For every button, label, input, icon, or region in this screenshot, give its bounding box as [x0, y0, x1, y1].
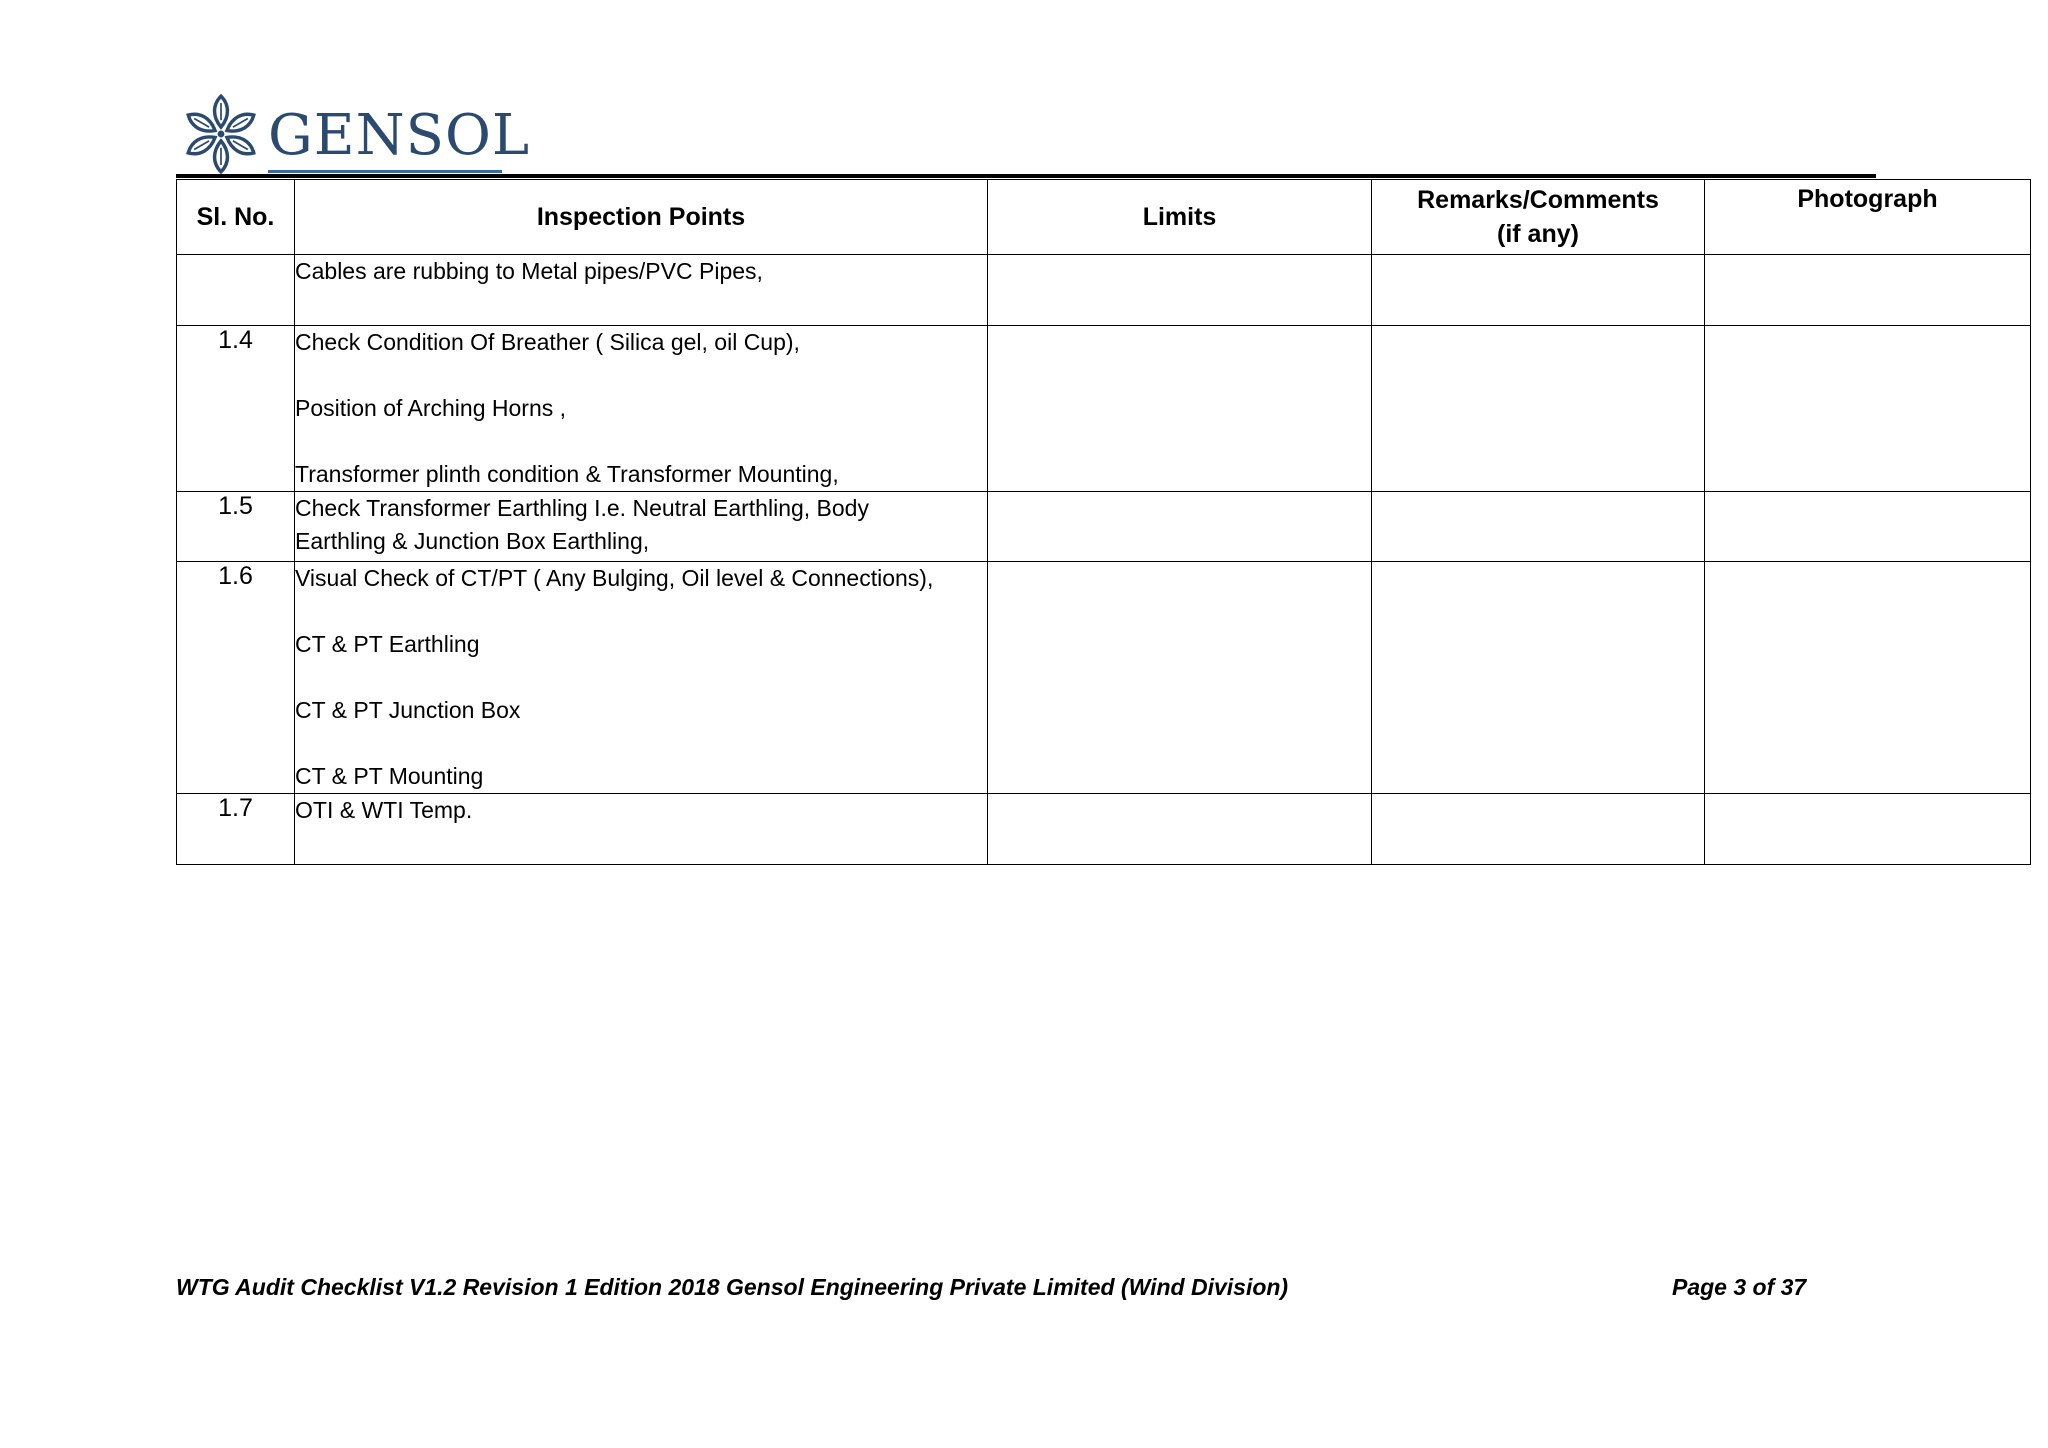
remarks-cell[interactable] [1372, 326, 1705, 492]
photograph-cell[interactable] [1705, 492, 2031, 562]
limits-cell[interactable] [988, 492, 1372, 562]
remarks-cell[interactable] [1372, 492, 1705, 562]
sl-no-cell: 1.5 [177, 492, 295, 562]
inspection-point: CT & PT Mounting [295, 763, 484, 789]
inspection-point: Position of Arching Horns , [295, 395, 567, 421]
inspection-points-cell [295, 326, 988, 492]
inspection-point: Check Condition Of Breather ( Silica gel, oil Cup), [295, 329, 800, 355]
footer-page-number: Page 3 of 37 [1672, 1274, 1807, 1300]
table-row [177, 326, 2031, 492]
column-header-remarks [1372, 180, 1705, 255]
inspection-point: Check Transformer Earthling I.e. Neutral Earthling, Body [295, 495, 869, 521]
column-header-inspection-points: Inspection Points [295, 180, 988, 255]
photograph-cell[interactable] [1705, 562, 2031, 794]
inspection-point: Earthling & Junction Box Earthling, [295, 528, 650, 554]
inspection-table [176, 179, 2031, 865]
limits-cell[interactable] [988, 794, 1372, 865]
sl-no-cell [177, 255, 295, 326]
inspection-points-cell [295, 492, 988, 562]
table-header-row [177, 180, 2031, 255]
logo-text: GENSOL [268, 103, 531, 168]
inspection-point: Transformer plinth condition & Transformer Mounting, [295, 461, 839, 487]
footer-document-title: WTG Audit Checklist V1.2 Revision 1 Edition 2018 Gensol Engineering Private Limited (Wind Division) [176, 1274, 1289, 1300]
inspection-point: OTI & WTI Temp. [295, 797, 473, 823]
table-row [177, 562, 2031, 794]
limits-cell[interactable] [988, 562, 1372, 794]
company-logo [178, 90, 530, 178]
photograph-cell[interactable] [1705, 326, 2031, 492]
inspection-point: CT & PT Junction Box [295, 697, 521, 723]
table-row [177, 492, 2031, 562]
remarks-cell[interactable] [1372, 794, 1705, 865]
column-header-photograph: Photograph [1705, 180, 2031, 255]
remarks-header-line-2: (if any) [1497, 220, 1579, 248]
table-row [177, 794, 2031, 865]
inspection-points-cell [295, 562, 988, 794]
column-header-sl-no: Sl. No. [177, 180, 295, 255]
column-header-limits: Limits [988, 180, 1372, 255]
flower-logo-icon [178, 91, 264, 177]
inspection-points-cell [295, 255, 988, 326]
remarks-cell[interactable] [1372, 255, 1705, 326]
inspection-point: Visual Check of CT/PT ( Any Bulging, Oil level & Connections), [295, 565, 934, 591]
inspection-point: Cables are rubbing to Metal pipes/PVC Pipes, [295, 258, 763, 284]
header-rule [176, 174, 1876, 178]
logo-underline [268, 170, 502, 173]
sl-no-cell: 1.4 [177, 326, 295, 492]
remarks-header-line-1: Remarks/Comments [1417, 186, 1659, 214]
remarks-cell[interactable] [1372, 562, 1705, 794]
limits-cell[interactable] [988, 326, 1372, 492]
table-row [177, 255, 2031, 326]
sl-no-cell: 1.7 [177, 794, 295, 865]
photograph-cell[interactable] [1705, 255, 2031, 326]
sl-no-cell: 1.6 [177, 562, 295, 794]
inspection-point: CT & PT Earthling [295, 631, 480, 657]
inspection-points-cell [295, 794, 988, 865]
limits-cell[interactable] [988, 255, 1372, 326]
photograph-cell[interactable] [1705, 794, 2031, 865]
